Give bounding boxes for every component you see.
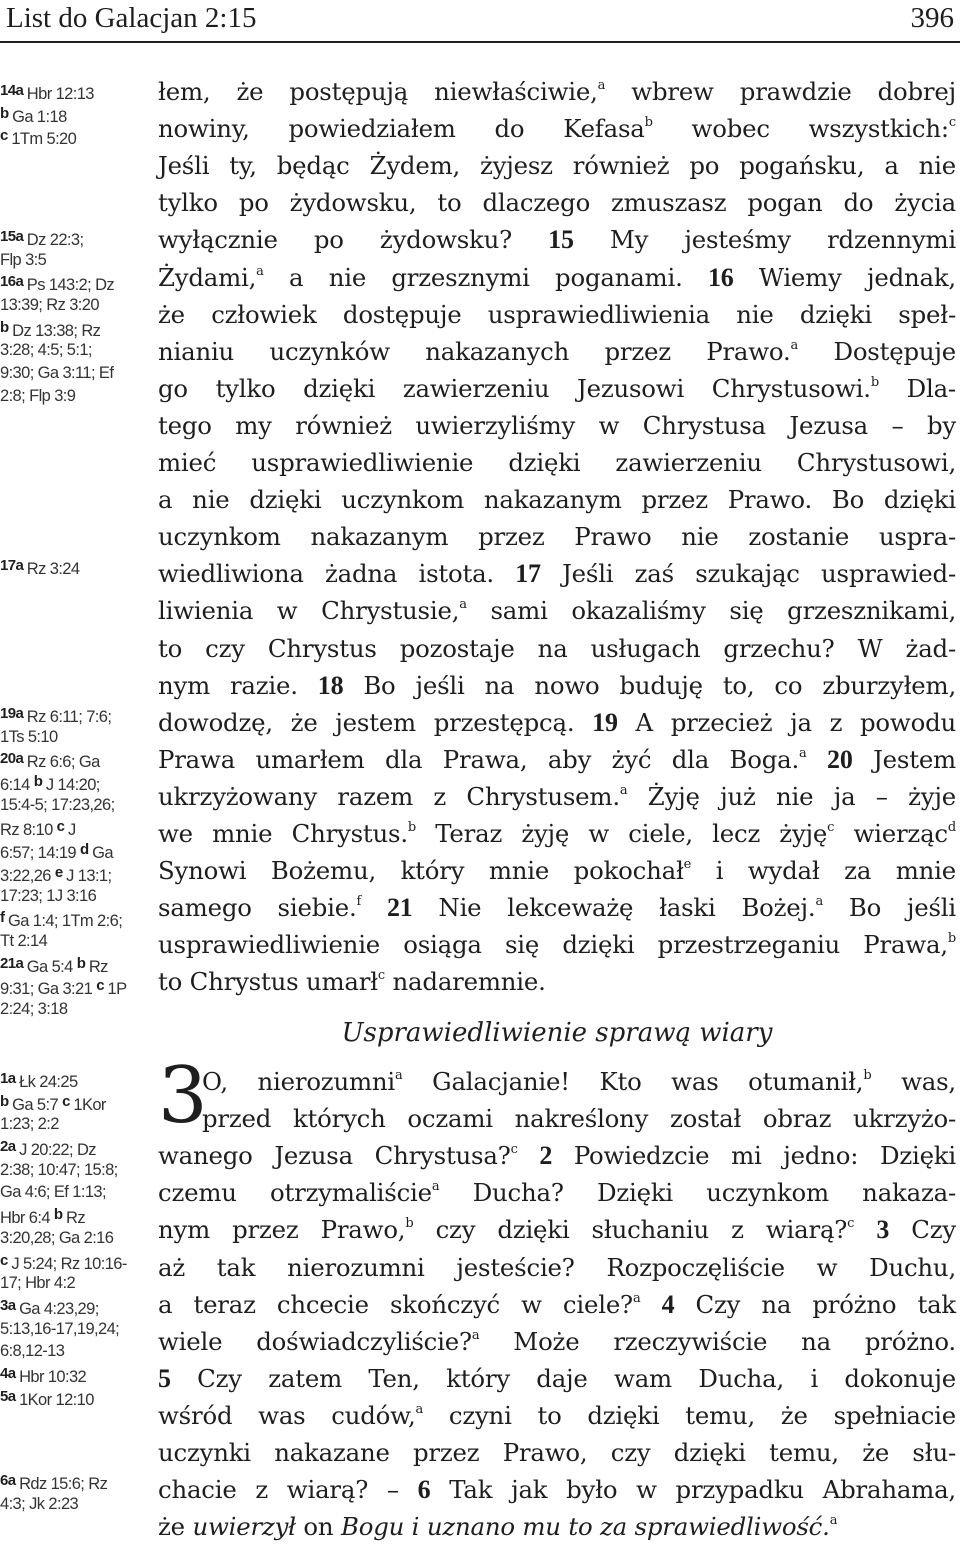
reference-text: Ps 143:2; Dz <box>26 276 115 295</box>
note-marker: c <box>0 1251 12 1269</box>
footnote-marker: c <box>847 1216 855 1232</box>
footnote-marker: d <box>947 820 956 835</box>
reference-text: 1Ts 5:10 <box>0 727 58 746</box>
text-line: liwienia w Chrystusie,$^a$ sami okazaliśmy się grzesznikami, <box>158 596 957 626</box>
text-line: wyłącznie po żydowsku? 15 My jesteśmy rdzennymi <box>158 225 956 255</box>
note-marker: 6a <box>0 1472 20 1489</box>
reference-text: 17:23; 1J 3:16 <box>0 886 97 905</box>
reference-text: Hbr 12:13 <box>26 85 94 103</box>
chapter-text-line: chacie z wiarą? – 6 Tak jak było w przypadku Abrahama, <box>158 1475 956 1505</box>
reference-text: 1:23; 2:2 <box>0 1115 59 1134</box>
reference-text: Ga 1:4; 1Tm 2:6; <box>7 912 123 931</box>
footnote-marker: b <box>405 1216 414 1232</box>
quoted-text: uwierzył <box>192 1512 296 1542</box>
reference-text: Łk 24:25 <box>19 1073 78 1091</box>
verse-number: 18 <box>317 670 344 700</box>
reference-text: 9:30; Ga 3:11; Ef <box>0 364 114 383</box>
note-marker: b <box>76 954 89 972</box>
reference-text: 1Kor 12:10 <box>19 1390 94 1409</box>
verse-number: 19 <box>592 707 618 737</box>
footnote-marker: b <box>870 374 879 390</box>
note-line <box>0 1159 150 1182</box>
note-line <box>0 1113 150 1136</box>
text-line: tego my również uwierzyliśmy w Chrystusa Jezusa – by <box>158 410 956 440</box>
note-marker: 17a <box>0 557 27 574</box>
reference-text: 13:39; Rz 3:20 <box>0 296 99 315</box>
note-line <box>0 271 150 294</box>
reference-text: Rdz 15:6; Rz <box>19 1475 108 1493</box>
footnote-marker: b <box>863 1068 872 1083</box>
reference-text: J 13:1; <box>66 866 112 885</box>
text-line: Prawa umarłem dla Prawa, aby żyć dla Boga.$^a$ 20 Jestem <box>158 744 956 774</box>
text-line: ukrzyżowany razem z Chrystusem.$^a$ Żyję już nie ja – żyje <box>158 781 956 811</box>
note-line <box>0 555 150 578</box>
footnote-marker: f <box>356 894 362 910</box>
note-line <box>0 1363 150 1386</box>
footnote-marker: a <box>829 1513 838 1529</box>
note-marker: 20a <box>0 750 27 768</box>
note-block <box>0 1068 150 1408</box>
note-line <box>0 1250 150 1273</box>
chapter-text-line: że uwierzył on Bogu i uznano mu to za sprawiedliwość.$^a$ <box>158 1512 838 1542</box>
reference-text: Rz <box>66 1209 86 1228</box>
reference-text: Ga 5:7 <box>12 1095 63 1114</box>
reference-text: J <box>67 821 76 840</box>
note-marker: 19a <box>0 705 27 722</box>
footnote-marker: a <box>256 263 264 279</box>
verse-number: 2 <box>539 1141 553 1171</box>
footnote-marker: a <box>619 782 628 798</box>
note-line <box>0 1181 150 1204</box>
reference-text: J 20:22; Dz <box>19 1141 96 1160</box>
footnote-marker: a <box>395 1068 403 1083</box>
note-line <box>0 362 150 385</box>
note-marker: 5a <box>0 1387 20 1405</box>
reference-text: Dz 22:3; <box>26 231 84 249</box>
chapter-text-line: czemu otrzymaliście$^a$ Ducha? Dzięki uczynkom nakaza- <box>158 1178 956 1208</box>
note-marker: b <box>0 318 13 336</box>
verse-number: 3 <box>876 1215 890 1245</box>
footnote-marker: c <box>948 115 957 131</box>
note-marker: e <box>54 863 67 881</box>
text-line: go tylko dzięki zawierzeniu Jezusowi Chrystusowi.$^b$ Dla- <box>158 373 956 403</box>
note-marker: 2a <box>0 1138 20 1156</box>
footnote-marker: b <box>947 931 956 947</box>
note-line <box>0 930 150 953</box>
footnote-marker: a <box>790 337 799 353</box>
footnote-marker: a <box>471 1327 480 1343</box>
note-line <box>0 226 150 249</box>
reference-text: 1P <box>107 980 127 999</box>
note-marker: c <box>96 977 108 995</box>
note-block <box>0 703 150 1021</box>
note-line <box>0 294 150 317</box>
text-line: tylko po żydowsku, to dlaczego zmuszasz pogan do życia <box>158 188 956 218</box>
reference-text: 3:20,28; Ga 2:16 <box>0 1228 114 1247</box>
note-block <box>0 226 150 408</box>
note-line <box>0 748 150 771</box>
text-line: nianiu uczynków nakazanych przez Prawo.$^a$ Dostępuje <box>158 336 956 366</box>
chapter-text-line: 5 Czy zatem Ten, który daje wam Ducha, i dokonuje <box>158 1363 956 1393</box>
text-line: samego siebie.$^f$ 21 Nie lekceważę łaski Bożej.$^a$ Bo jeśli <box>158 893 956 923</box>
note-line <box>0 1272 150 1295</box>
note-line <box>0 907 150 930</box>
reference-text: Ga 4:6; Ef 1:13; <box>0 1183 106 1202</box>
note-line <box>0 1386 150 1409</box>
note-marker: c <box>56 818 68 836</box>
reference-text: 1Kor <box>73 1095 106 1114</box>
footnote-marker: a <box>415 1401 424 1417</box>
note-marker: 4a <box>0 1364 20 1382</box>
note-marker: c <box>62 1092 74 1110</box>
footnote-marker: a <box>815 894 824 910</box>
text-line: wiedliwiona żadna istota. 17 Jeśli zaś szukając usprawied- <box>158 559 956 589</box>
note-line <box>0 1318 150 1341</box>
note-marker: 3a <box>0 1296 20 1314</box>
note-marker: c <box>0 127 12 145</box>
reference-text: Rz 3:24 <box>26 560 80 578</box>
reference-text: Ga 4:23,29; <box>19 1299 99 1318</box>
text-line: a nie dzięki uczynkom nakazanym przez Prawo. Bo dzięki <box>158 485 956 515</box>
text-line: to Chrystus umarł$^c$ nadaremnie. <box>158 967 546 997</box>
text-line: mieć usprawiedliwienie dzięki zawierzeniu Chrystusowi, <box>158 448 956 477</box>
note-marker: b <box>33 773 46 791</box>
header-rule <box>0 41 960 43</box>
note-block <box>0 1470 150 1515</box>
reference-text: 6:57; 14:19 <box>0 844 80 863</box>
chapter-text-line: wanego Jezusa Chrystusa?$^c$ 2 Powiedzcie mi jedno: Dzięki <box>158 1141 956 1171</box>
chapter-number: 3 <box>158 1051 208 1141</box>
text-line: Żydami,$^a$ a nie grzesznymi poganami. 16 Wiemy jednak, <box>158 262 956 292</box>
reference-text: 15:4-5; 17:23,26; <box>0 795 115 814</box>
text-line: uczynkom nakazanym przez Prawo nie zostanie uspra- <box>158 522 956 552</box>
note-marker: 1a <box>0 1070 20 1087</box>
note-line <box>0 975 150 998</box>
verse-number: 15 <box>548 225 574 255</box>
verse-number: 16 <box>707 262 734 292</box>
reference-text: Rz 6:6; Ga <box>26 753 100 772</box>
note-line <box>0 1204 150 1227</box>
reference-text: 6:8,12-13 <box>0 1342 65 1361</box>
text-line: to czy Chrystus pozostaje na usługach grzechu? W żad- <box>158 633 956 663</box>
note-line <box>0 385 150 408</box>
note-line <box>0 726 150 749</box>
note-line <box>0 862 150 885</box>
note-marker: f <box>0 909 8 927</box>
chapter-text-line: uczynki nakazane przez Prawo, czy dzięki temu, że słu- <box>158 1438 956 1467</box>
note-line <box>0 703 150 726</box>
reference-text: Flp 3:5 <box>0 250 47 269</box>
footnote-marker: a <box>459 597 467 613</box>
reference-text: 3:22,26 <box>0 866 55 885</box>
reference-text: 17; Hbr 4:2 <box>0 1274 76 1293</box>
reference-text: Dz 13:38; Rz <box>12 321 101 340</box>
chapter-text-line: wiele doświadczyliście?$^a$ Może rzeczywiście na próżno. <box>158 1326 956 1356</box>
reference-text: 5:13,16-17,19,24; <box>0 1319 120 1338</box>
text-line: usprawiedliwienie osiąga się dzięki przestrzeganiu Prawa,$^b$ <box>158 930 956 960</box>
quoted-text: Bogu i uznano mu to za sprawiedliwość. <box>340 1512 830 1542</box>
page-number: 396 <box>910 2 954 34</box>
chapter-text-line: aż tak nierozumni jesteście? Rozpoczęliście w Duchu, <box>158 1252 956 1282</box>
note-line <box>0 839 150 862</box>
footnote-marker: b <box>644 115 653 131</box>
note-line <box>0 1091 150 1114</box>
text-line: Synowi Bożemu, który mnie pokochał$^e$ i wydał za mnie <box>158 856 956 886</box>
reference-text: 2:24; 3:18 <box>0 999 68 1018</box>
note-line <box>0 771 150 794</box>
chapter-text-line: przed których oczami nakreślony został obraz ukrzyżo- <box>202 1104 956 1134</box>
note-marker: 14a <box>0 82 27 99</box>
footnote-marker: a <box>597 78 606 93</box>
note-marker: b <box>0 1092 13 1110</box>
reference-text: Ga 1:18 <box>12 107 67 126</box>
note-marker: b <box>0 104 13 122</box>
reference-text: Hbr 10:32 <box>19 1367 87 1386</box>
reference-text: Ga 5:4 <box>26 957 77 976</box>
footnote-marker: a <box>431 1179 440 1195</box>
reference-text: 1Tm 5:20 <box>11 130 77 149</box>
footnote-marker: a <box>632 1290 641 1306</box>
note-block <box>0 555 150 578</box>
verse-number: 21 <box>386 893 413 923</box>
note-line <box>0 1136 150 1159</box>
reference-text: Hbr 6:4 <box>0 1209 54 1228</box>
verse-number: 20 <box>827 744 853 774</box>
reference-text: 6:14 <box>0 776 34 795</box>
reference-text: Tt 2:14 <box>0 931 48 950</box>
note-marker: 16a <box>0 273 27 291</box>
note-marker: b <box>53 1206 67 1224</box>
note-line <box>0 1470 150 1493</box>
note-marker: d <box>79 841 93 859</box>
note-line <box>0 998 150 1021</box>
text-line: że człowiek dostępuje usprawiedliwienia nie dzięki speł- <box>158 299 956 329</box>
note-line <box>0 1068 150 1091</box>
text-line: nowiny, powiedziałem do Kefasa$^b$ wobec wszystkich:$^c$ <box>158 114 957 144</box>
footnote-marker: b <box>407 820 417 835</box>
note-line <box>0 953 150 976</box>
note-line <box>0 1493 150 1516</box>
text-line: dowodzę, że jestem przestępcą. 19 A przecież ja z powodu <box>158 707 956 737</box>
note-line <box>0 80 150 103</box>
note-line <box>0 317 150 340</box>
reference-text: J 14:20; <box>45 776 100 795</box>
reference-text: 4:3; Jk 2:23 <box>0 1494 79 1513</box>
footnote-marker: c <box>377 968 385 984</box>
reference-text: Rz 6:11; 7:6; <box>26 708 112 726</box>
reference-text: 2:8; Flp 3:9 <box>0 386 76 405</box>
note-line <box>0 249 150 272</box>
section-heading: Usprawiedliwienie sprawą wiary <box>341 1018 773 1048</box>
verse-number: 4 <box>661 1289 675 1319</box>
note-line <box>0 794 150 817</box>
running-title: List do Galacjan 2:15 <box>6 2 257 34</box>
verse-number: 5 <box>158 1363 171 1393</box>
reference-text: Rz 8:10 <box>0 821 57 840</box>
reference-text: J 5:24; Rz 10:16- <box>11 1254 127 1273</box>
note-line <box>0 885 150 908</box>
note-line <box>0 125 150 148</box>
note-line <box>0 1340 150 1363</box>
text-line: nym razie. 18 Bo jeśli na nowo buduję to, co zburzyłem, <box>158 670 956 700</box>
note-line <box>0 339 150 362</box>
chapter-text-line: O, nierozumni$^a$ Galacjanie! Kto was otumanił,$^b$ was, <box>202 1067 956 1096</box>
note-line <box>0 1227 150 1250</box>
note-line <box>0 816 150 839</box>
reference-text: Ga <box>92 844 113 863</box>
note-block <box>0 80 150 148</box>
reference-text: 9:31; Ga 3:21 <box>0 980 97 999</box>
chapter-text-line: wśród was cudów,$^a$ czyni to dzięki temu, że spełniacie <box>158 1400 956 1430</box>
chapter-text-line: a teraz chcecie skończyć w ciele?$^a$ 4 Czy na próżno tak <box>158 1289 956 1319</box>
footnote-marker: a <box>799 745 807 761</box>
note-marker: 21a <box>0 954 27 972</box>
footnote-marker: c <box>510 1142 518 1158</box>
footnote-marker: c <box>827 820 835 835</box>
verse-number: 17 <box>515 559 541 589</box>
verse-number: 6 <box>417 1475 431 1505</box>
chapter-text-line: nym przez Prawo,$^b$ czy dzięki słuchaniu z wiarą?$^c$ 3 Czy <box>158 1215 956 1245</box>
reference-text: 2:38; 10:47; 15:8; <box>0 1160 118 1179</box>
note-line <box>0 1295 150 1318</box>
reference-text: 3:28; 4:5; 5:1; <box>0 341 92 360</box>
text-line: we mnie Chrystus.$^b$ Teraz żyję w ciele, lecz żyję$^c$ wierząc$^d$ <box>158 819 956 848</box>
footnote-marker: e <box>683 857 692 873</box>
note-line <box>0 103 150 126</box>
reference-text: Rz <box>88 957 108 976</box>
note-marker: 15a <box>0 228 27 245</box>
text-line: Jeśli ty, będąc Żydem, żyjesz również po pogańsku, a nie <box>158 151 956 181</box>
text-line: łem, że postępują niewłaściwie,$^a$ wbrew prawdzie dobrej <box>158 77 956 106</box>
page-header <box>6 0 954 40</box>
